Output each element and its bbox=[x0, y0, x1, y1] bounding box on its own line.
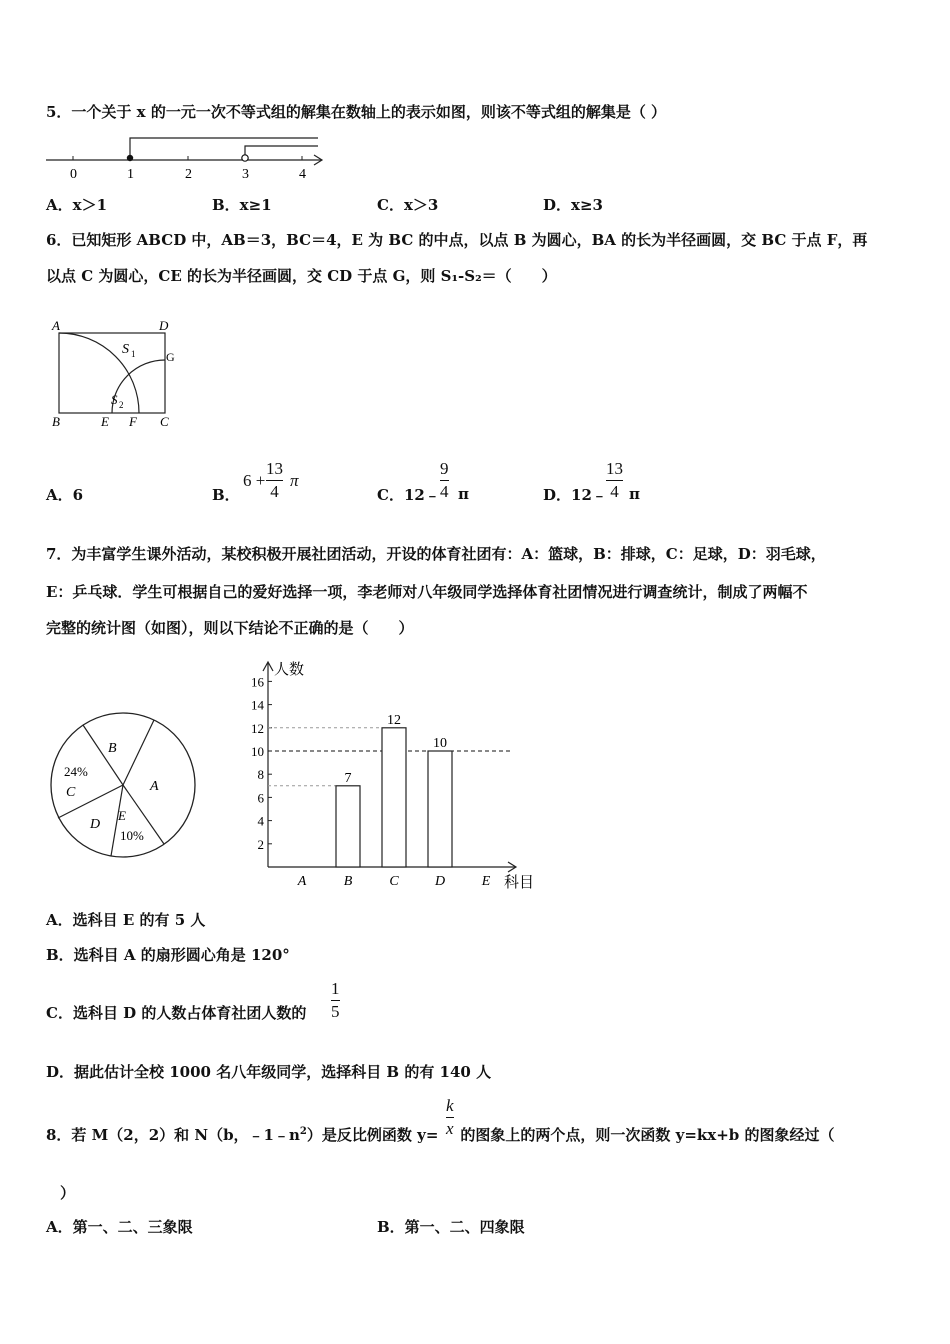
y-tick-label: 8 bbox=[257, 767, 264, 783]
q6-option-c[interactable] bbox=[377, 485, 440, 505]
q8-stem-part3: 的图象上的两个点，则一次函数 y=kx+b 的图象经过（ bbox=[460, 1126, 835, 1144]
label-c: C bbox=[160, 414, 169, 429]
q7-option-a[interactable]: A．选科目 E 的有 5 人 bbox=[46, 911, 206, 929]
pie-label-e-pct: 10% bbox=[120, 828, 144, 843]
q6-option-a[interactable]: A．6 bbox=[46, 486, 84, 504]
y-tick-label: 10 bbox=[251, 744, 264, 759]
label-d: D bbox=[159, 318, 169, 333]
x-tick-label: B bbox=[343, 874, 353, 889]
x-tick-label: C bbox=[389, 874, 399, 889]
q8-stem-part2: ）是反比例函数 y= bbox=[306, 1126, 439, 1144]
numerator: 13 bbox=[266, 459, 283, 478]
q7-option-d[interactable]: D．据此估计全校 1000 名八年级同学，选择科目 B 的有 140 人 bbox=[46, 1063, 492, 1081]
pie-chart bbox=[46, 710, 206, 860]
q8-superscript: 2 bbox=[299, 1126, 307, 1137]
pie-label-d: D bbox=[90, 817, 101, 832]
label-s1-sub: 1 bbox=[131, 349, 136, 359]
pi-symbol: π bbox=[458, 485, 469, 503]
q6-option-d-prefix: D．12﹣ bbox=[543, 486, 607, 504]
bar-B bbox=[336, 786, 360, 867]
y-tick-label: 2 bbox=[257, 836, 264, 852]
q7-stem-line3: 完整的统计图（如图），则以下结论不正确的是（ ） bbox=[46, 619, 414, 637]
q8-stem-part1: 8．若 M（2，2）和 N（b，﹣1﹣n bbox=[46, 1126, 300, 1144]
pi-symbol: π bbox=[629, 485, 640, 503]
q8-stem bbox=[46, 1119, 835, 1145]
q7-option-b[interactable]: B．选科目 A 的扇形圆心角是 120° bbox=[46, 946, 290, 964]
label-s1: S bbox=[122, 342, 129, 357]
tick-label: 2 bbox=[185, 167, 192, 182]
tick-label: 1 bbox=[127, 167, 134, 182]
x-tick-label: D bbox=[434, 874, 446, 889]
x-tick-label: A bbox=[297, 874, 307, 889]
q6-option-b-fraction bbox=[266, 460, 283, 501]
rectangle-arcs-figure bbox=[46, 316, 196, 436]
numerator: 13 bbox=[606, 459, 623, 478]
bar-label-B: 7 bbox=[344, 770, 352, 786]
q6-option-b[interactable] bbox=[212, 485, 240, 505]
y-tick-label: 12 bbox=[251, 720, 264, 736]
label-e: E bbox=[101, 414, 109, 429]
number-line-figure bbox=[40, 132, 340, 182]
denominator: 4 bbox=[270, 482, 279, 501]
pie-label-b: B bbox=[108, 741, 117, 756]
q5-stem: 5．一个关于 x 的一元一次不等式组的解集在数轴上的表示如图，则该不等式组的解集是（ ） bbox=[46, 103, 667, 121]
q5-option-a[interactable]: A．x＞1 bbox=[46, 196, 108, 214]
y-tick-label: 4 bbox=[257, 813, 264, 829]
numerator: 9 bbox=[440, 459, 449, 478]
q6-stem-line2: 以点 C 为圆心，CE 的长为半径画圆，交 CD 于点 G，则 S₁-S₂＝（ ） bbox=[46, 267, 557, 285]
bar-chart bbox=[240, 657, 540, 892]
pie-label-c: C bbox=[66, 785, 76, 800]
bar-C bbox=[382, 728, 406, 867]
bar-label-D: 10 bbox=[433, 736, 447, 751]
tick-label: 0 bbox=[70, 167, 77, 182]
numerator: k bbox=[446, 1096, 454, 1115]
x-tick-label: E bbox=[481, 874, 491, 889]
q7-stem-line2: E：乒乓球．学生可根据自己的爱好选择一项，李老师对八年级同学选择体育社团情况进行调查统计，制成了两幅不 bbox=[46, 583, 808, 601]
q8-fraction-k-over-x bbox=[446, 1097, 454, 1138]
q6-option-b-prefix: B． bbox=[212, 486, 240, 504]
y-tick-label: 6 bbox=[257, 790, 264, 806]
pie-label-a: A bbox=[150, 779, 159, 794]
label-g: G bbox=[166, 350, 175, 364]
q7-option-c[interactable]: C．选科目 D 的人数占体育社团人数的 bbox=[46, 1004, 307, 1022]
q8-option-b[interactable]: B．第一、二、四象限 bbox=[377, 1218, 525, 1236]
label-b: B bbox=[52, 414, 60, 429]
denominator: 4 bbox=[610, 482, 619, 501]
q6-option-b-expr: 6 + bbox=[243, 471, 266, 490]
denominator: x bbox=[446, 1119, 454, 1138]
tick-label: 3 bbox=[242, 167, 249, 182]
x-axis-title: 科目 bbox=[504, 875, 535, 891]
y-axis-title: 人数 bbox=[274, 662, 305, 678]
q8-stem-close: ） bbox=[60, 1184, 76, 1202]
label-s2-sub: 2 bbox=[119, 400, 124, 410]
denominator: 5 bbox=[331, 1002, 340, 1021]
q7-option-c-fraction bbox=[331, 980, 340, 1021]
q5-option-d[interactable]: D．x≥3 bbox=[543, 196, 603, 214]
q6-option-d-fraction bbox=[606, 460, 623, 501]
q5-option-b[interactable]: B．x≥1 bbox=[212, 196, 272, 214]
pi-symbol: π bbox=[290, 471, 299, 490]
q6-option-d[interactable] bbox=[543, 485, 607, 505]
open-dot-at-3 bbox=[242, 155, 248, 161]
bar-D bbox=[428, 751, 452, 867]
q6-option-c-prefix: C．12﹣ bbox=[377, 486, 440, 504]
label-s2: S bbox=[111, 392, 118, 407]
denominator: 4 bbox=[440, 482, 449, 501]
label-f: F bbox=[129, 414, 137, 429]
q6-option-c-fraction bbox=[440, 460, 449, 501]
q6-stem-line1: 6．已知矩形 ABCD 中，AB＝3，BC＝4，E 为 BC 的中点，以点 B 为圆心，BA 的长为半径画圆，交 BC 于点 F，再 bbox=[46, 231, 868, 249]
q5-option-c[interactable]: C．x＞3 bbox=[377, 196, 439, 214]
y-tick-label: 14 bbox=[251, 697, 264, 713]
pie-label-e: E bbox=[118, 808, 126, 823]
bar-label-C: 12 bbox=[387, 712, 401, 728]
pie-label-c-pct: 24% bbox=[64, 764, 88, 779]
numerator: 1 bbox=[331, 979, 340, 998]
label-a: A bbox=[52, 318, 60, 333]
q7-stem-line1: 7．为丰富学生课外活动，某校积极开展社团活动，开设的体育社团有：A：篮球，B：排球，C：足球，D：羽毛球， bbox=[46, 545, 826, 563]
closed-dot-at-1 bbox=[127, 155, 133, 161]
q8-option-a[interactable]: A．第一、二、三象限 bbox=[46, 1218, 193, 1236]
tick-label: 4 bbox=[299, 167, 306, 182]
y-tick-label: 16 bbox=[251, 674, 264, 690]
